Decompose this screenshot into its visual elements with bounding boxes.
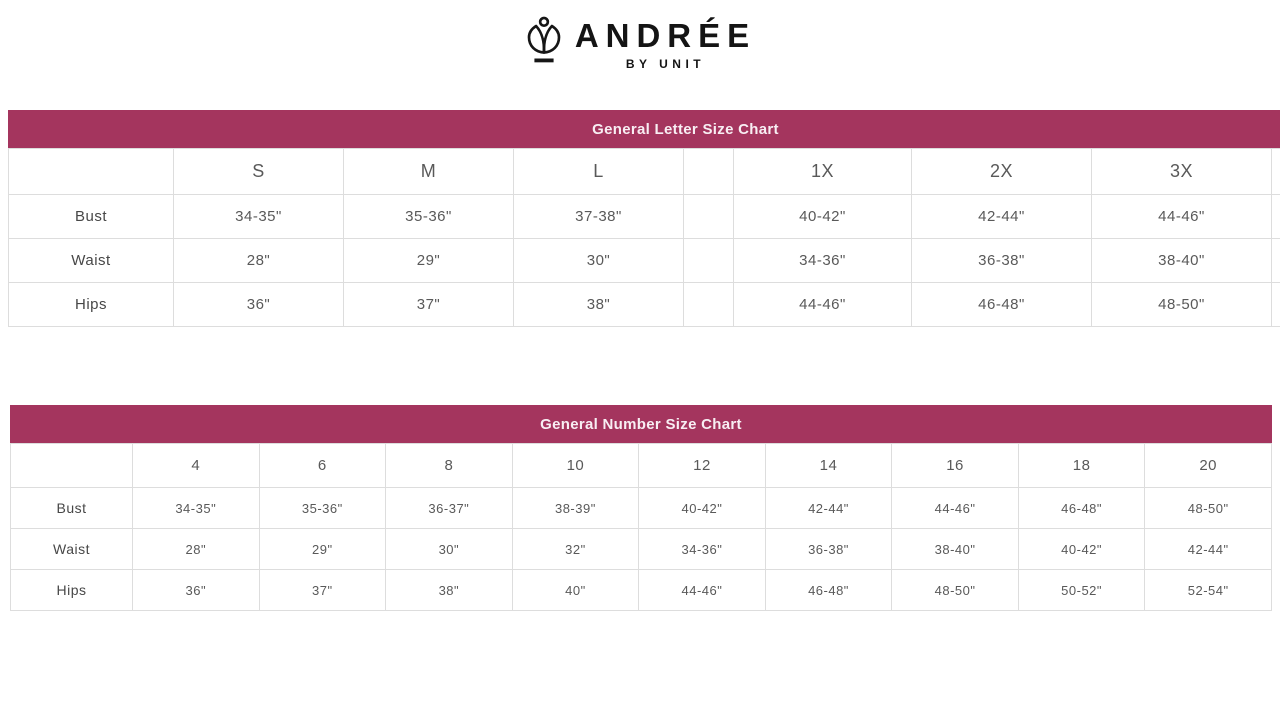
size-cell: 48-50": [1145, 488, 1272, 529]
size-cell: 37": [344, 283, 514, 327]
size-cell: 37": [259, 570, 386, 611]
column-header: 4: [133, 444, 260, 488]
size-cell: 28": [133, 529, 260, 570]
size-cell: 34-36": [734, 239, 912, 283]
size-cell: 36-38": [765, 529, 892, 570]
size-cell: 42-44": [912, 195, 1092, 239]
row-label: Hips: [9, 283, 174, 327]
row-label: Waist: [11, 529, 133, 570]
size-cell: 38-40": [892, 529, 1019, 570]
column-header: S: [174, 149, 344, 195]
size-cell: [1272, 283, 1280, 327]
size-cell: [1272, 239, 1280, 283]
size-cell: 30": [514, 239, 684, 283]
number-size-table: [10, 443, 1272, 611]
size-cell: 35-36": [344, 195, 514, 239]
size-cell: [684, 239, 734, 283]
size-header-row: [9, 149, 1280, 195]
brand-subtitle: BY UNIT: [625, 57, 706, 72]
size-cell: 52-54": [1145, 570, 1272, 611]
row-label: Bust: [9, 195, 174, 239]
column-header: [9, 149, 174, 195]
column-header: 10: [512, 444, 639, 488]
size-cell: 37-38": [514, 195, 684, 239]
size-cell: 34-35": [133, 488, 260, 529]
size-cell: 34-35": [174, 195, 344, 239]
number-size-chart-section: [10, 405, 1272, 611]
size-cell: 46-48": [765, 570, 892, 611]
column-header: 3X: [1092, 149, 1272, 195]
letter-size-chart-title: General Letter Size Chart: [8, 110, 1280, 148]
size-cell: 40": [512, 570, 639, 611]
measurement-row: [9, 283, 1280, 327]
tulip-icon: [524, 12, 564, 70]
size-cell: 36-38": [912, 239, 1092, 283]
letter-size-table: [8, 148, 1280, 327]
size-cell: 42-44": [765, 488, 892, 529]
size-cell: [684, 283, 734, 327]
size-cell: 28": [174, 239, 344, 283]
size-cell: 38": [386, 570, 513, 611]
size-cell: 35-36": [259, 488, 386, 529]
size-cell: 34-36": [639, 529, 766, 570]
size-cell: 48-50": [892, 570, 1019, 611]
column-header: [11, 444, 133, 488]
size-cell: 44-46": [639, 570, 766, 611]
column-header: 8: [386, 444, 513, 488]
size-cell: 38-40": [1092, 239, 1272, 283]
column-header: [1272, 149, 1280, 195]
size-cell: 38-39": [512, 488, 639, 529]
brand-logo[interactable]: [0, 10, 1280, 71]
size-cell: 36-37": [386, 488, 513, 529]
size-cell: 29": [344, 239, 514, 283]
size-cell: 48-50": [1092, 283, 1272, 327]
column-header: 18: [1018, 444, 1145, 488]
measurement-row: [11, 570, 1272, 611]
size-cell: 29": [259, 529, 386, 570]
size-cell: 44-46": [734, 283, 912, 327]
brand-name: ANDRÉE: [574, 17, 757, 54]
size-cell: 30": [386, 529, 513, 570]
column-header: M: [344, 149, 514, 195]
size-cell: 46-48": [1018, 488, 1145, 529]
column-header: 20: [1145, 444, 1272, 488]
size-cell: 36": [174, 283, 344, 327]
column-header: 14: [765, 444, 892, 488]
letter-size-chart-section: [8, 110, 1280, 327]
size-cell: 40-42": [734, 195, 912, 239]
measurement-row: [9, 239, 1280, 283]
size-cell: 50-52": [1018, 570, 1145, 611]
size-cell: 32": [512, 529, 639, 570]
size-cell: 38": [514, 283, 684, 327]
column-header: [684, 149, 734, 195]
column-header: 16: [892, 444, 1019, 488]
column-header: 1X: [734, 149, 912, 195]
column-header: 2X: [912, 149, 1092, 195]
size-cell: 40-42": [1018, 529, 1145, 570]
number-size-chart-title: General Number Size Chart: [10, 405, 1272, 443]
measurement-row: [11, 488, 1272, 529]
size-cell: [684, 195, 734, 239]
measurement-row: [9, 195, 1280, 239]
size-cell: 42-44": [1145, 529, 1272, 570]
size-cell: 40-42": [639, 488, 766, 529]
size-cell: 36": [133, 570, 260, 611]
size-cell: 46-48": [912, 283, 1092, 327]
size-header-row: [11, 444, 1272, 488]
row-label: Hips: [11, 570, 133, 611]
logo-text: [575, 10, 756, 71]
size-cell: 44-46": [892, 488, 1019, 529]
size-cell: 44-46": [1092, 195, 1272, 239]
column-header: 12: [639, 444, 766, 488]
size-cell: [1272, 195, 1280, 239]
measurement-row: [11, 529, 1272, 570]
column-header: 6: [259, 444, 386, 488]
row-label: Waist: [9, 239, 174, 283]
column-header: L: [514, 149, 684, 195]
row-label: Bust: [11, 488, 133, 529]
